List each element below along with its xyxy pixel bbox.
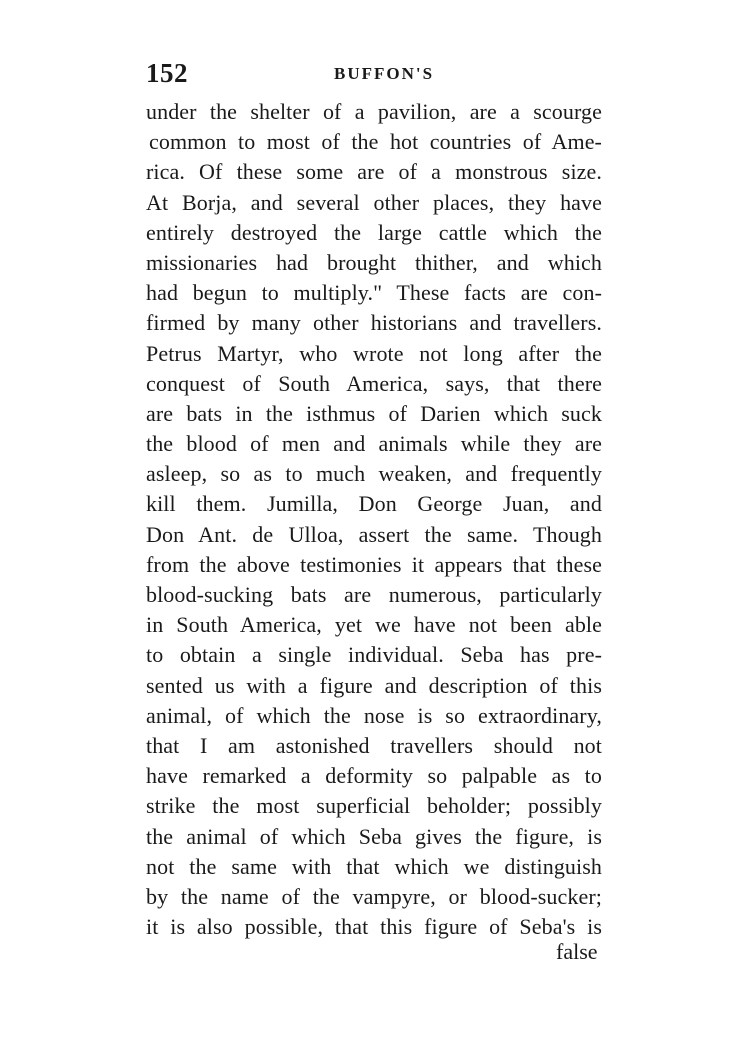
text-line: At Borja, and several other places, they have bbox=[146, 189, 602, 215]
text-line: missionaries had brought thither, and which bbox=[146, 249, 602, 275]
text-line: to obtain a single individual. Seba has pre- bbox=[146, 642, 602, 668]
text-line: strike the most superficial beholder; possibly bbox=[146, 793, 602, 819]
body-text bbox=[146, 97, 602, 942]
text-line: asleep, so as to much weaken, and frequently bbox=[146, 461, 602, 487]
text-line: had begun to multiply." These facts are con- bbox=[146, 280, 602, 306]
text-line: by the name of the vampyre, or blood-sucker; bbox=[146, 883, 602, 909]
text-line: Petrus Martyr, who wrote not long after the bbox=[146, 340, 602, 366]
running-title: BUFFON'S bbox=[334, 64, 435, 83]
text-line: firmed by many other historians and travellers. bbox=[146, 310, 602, 336]
text-line: the animal of which Seba gives the figure, is bbox=[146, 823, 602, 849]
text-line: it is also possible, that this figure of Seba's is bbox=[146, 914, 602, 940]
text-line: common to most of the hot countries of Ame- bbox=[149, 129, 602, 155]
page-number: 152 bbox=[146, 58, 188, 88]
text-line: from the above testimonies it appears that these bbox=[146, 551, 602, 577]
text-line: that I am astonished travellers should not bbox=[146, 732, 602, 758]
text-line: sented us with a figure and description of this bbox=[146, 672, 602, 698]
text-line: conquest of South America, says, that there bbox=[146, 370, 602, 396]
text-line: rica. Of these some are of a monstrous size. bbox=[146, 159, 602, 185]
text-line: not the same with that which we distinguish bbox=[146, 853, 602, 879]
text-line: animal, of which the nose is so extraordinary, bbox=[146, 702, 602, 728]
text-line: have remarked a deformity so palpable as to bbox=[146, 763, 602, 789]
text-line: kill them. Jumilla, Don George Juan, and bbox=[146, 491, 602, 517]
text-line: are bats in the isthmus of Darien which suck bbox=[146, 400, 602, 426]
text-line: under the shelter of a pavilion, are a scourge bbox=[146, 99, 602, 124]
text-line: entirely destroyed the large cattle which the bbox=[146, 219, 602, 245]
text-line: in South America, yet we have not been able bbox=[146, 612, 602, 638]
text-line: the blood of men and animals while they are bbox=[146, 431, 602, 457]
text-line: Don Ant. de Ulloa, assert the same. Though bbox=[146, 521, 602, 547]
catchword: false bbox=[556, 939, 598, 964]
text-line: blood-sucking bats are numerous, particularly bbox=[146, 582, 602, 607]
running-head bbox=[146, 58, 608, 90]
